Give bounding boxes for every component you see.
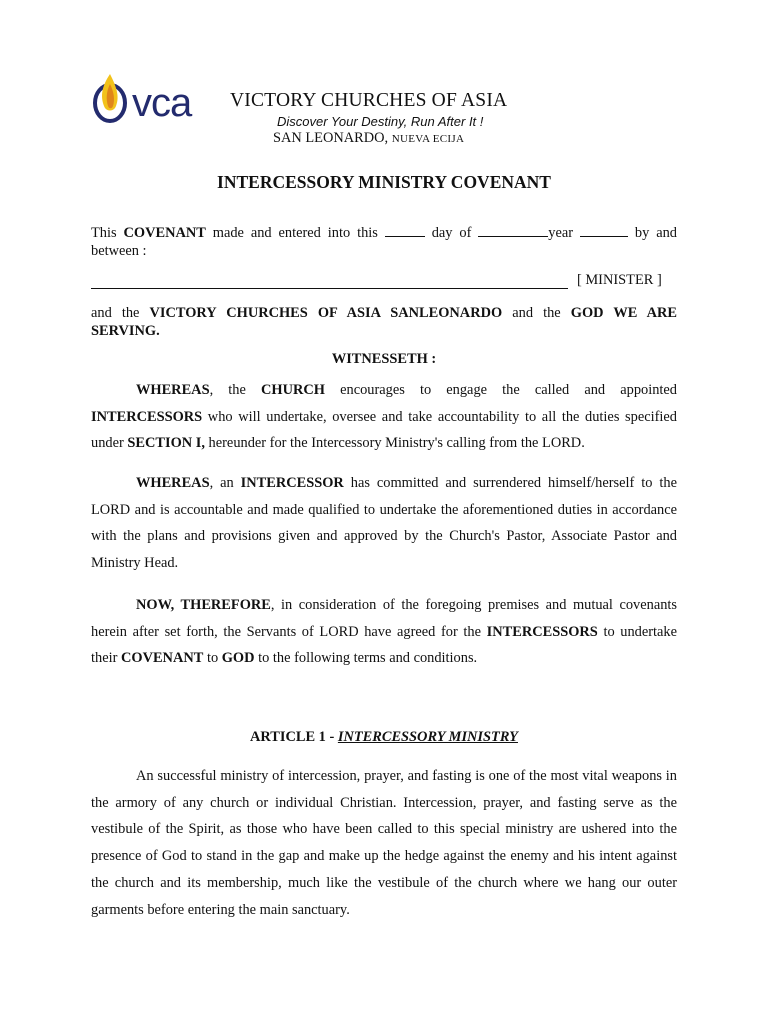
minister-label: [ MINISTER ] [577, 272, 662, 288]
intro-paragraph: This COVENANT made and entered into this day of year by and between : [91, 225, 677, 259]
whereas-paragraph-2: WHEREAS, an INTERCESSOR has committed and surrendered himself/herself to the LORD and is accountable and made qualified to undertake the aforementioned duties in accordance with the plans and provisions given and approved by the Church's Pastor, Associate Pastor and Ministry Head. [91, 475, 677, 572]
witnesseth-heading: WITNESSETH : [331, 351, 437, 367]
location-province: NUEVA ECIJA [391, 133, 465, 145]
location [273, 130, 464, 147]
organization-name: VICTORY CHURCHES OF ASIA [230, 90, 508, 111]
whereas-paragraph-1: WHEREAS, the CHURCH encourages to engage the called and appointed INTERCESSORS who will undertake, oversee and take accountability to all the duties specified under SECTION I, hereunder for the Intercessory Ministry's calling from the LORD. [91, 382, 677, 452]
location-city: SAN LEONARDO, [273, 130, 389, 146]
month-blank[interactable] [478, 224, 548, 237]
article-1-body: An successful ministry of intercession, prayer, and fasting is one of the most vital weapons in the armory of any church or individual Christian. Intercession, prayer, and fasting serve as the vestibule of the Spirit, as those who have been called to this special ministry are ushered into the presence of God to stand in the gap and make up the hedge against the enemy and his intent against the church and its membership, much like the vestibule of the church where we hang our outer garments before entering the main sanctuary. [91, 768, 677, 918]
logo-wordmark: vca [132, 81, 192, 125]
minister-signature-row [91, 272, 677, 292]
parties-paragraph: and the VICTORY CHURCHES OF ASIA SANLEONARDO and the GOD WE ARE SERVING. [91, 305, 677, 339]
therefore-paragraph: NOW, THEREFORE, in consideration of the foregoing premises and mutual covenants herein after set forth, the Servants of LORD have agreed for the INTERCESSORS to undertake their COVENANT to GOD to the following terms and conditions. [91, 597, 678, 667]
tagline: Discover Your Destiny, Run After It ! [277, 114, 484, 129]
document-title: INTERCESSORY MINISTRY COVENANT [217, 172, 551, 192]
day-blank[interactable] [385, 224, 425, 237]
year-blank[interactable] [580, 224, 628, 237]
article-1-heading: ARTICLE 1 - INTERCESSORY MINISTRY [250, 729, 518, 745]
minister-name-line[interactable] [91, 288, 568, 289]
vca-logo [92, 70, 224, 126]
